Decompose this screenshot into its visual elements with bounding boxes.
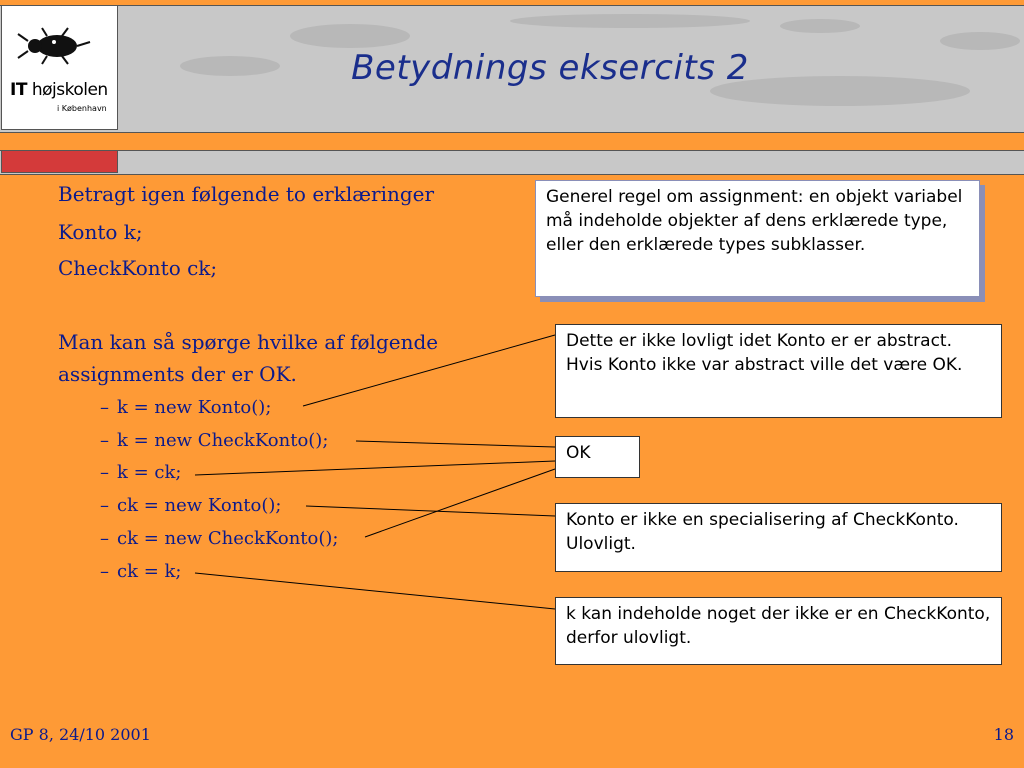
connector-line	[306, 506, 555, 516]
body-line-5: assignments der er OK.	[58, 362, 297, 386]
bullet: –	[100, 495, 109, 516]
body-line-2: Konto k;	[58, 220, 143, 244]
assignment-text: k = new Konto();	[117, 397, 272, 418]
bullet: –	[100, 430, 109, 451]
assignment-text: ck = new Konto();	[117, 495, 282, 516]
connector-line	[303, 335, 555, 406]
body-line-1: Betragt igen følgende to erklæringer	[58, 182, 435, 206]
bullet: –	[100, 561, 109, 582]
abstract-callout: Dette er ikke lovligt idet Konto er er abstract. Hvis Konto ikke var abstract ville det være OK.	[555, 324, 1002, 418]
connector-line	[195, 573, 555, 609]
connector-line	[356, 441, 555, 447]
bullet: –	[100, 528, 109, 549]
bullet: –	[100, 462, 109, 483]
logo-name: IT højskolen	[10, 80, 108, 100]
may-contain-callout: k kan indeholde noget der ikke er en CheckKonto, derfor ulovligt.	[555, 597, 1002, 665]
general-rule-callout: Generel regel om assignment: en objekt variabel må indeholde objekter af dens erklærede type, eller den erklærede types subklasser.	[535, 180, 980, 297]
assignment-text: ck = k;	[117, 561, 182, 582]
page-number: 18	[993, 725, 1014, 744]
ok-callout: OK	[555, 436, 640, 478]
body-line-3: CheckKonto ck;	[58, 256, 218, 280]
connector-line	[365, 469, 555, 537]
assignment-text: k = new CheckKonto();	[117, 430, 329, 451]
body-line-4: Man kan så spørge hvilke af følgende	[58, 330, 439, 354]
not-specialization-callout: Konto er ikke en specialisering af CheckKonto. Ulovligt.	[555, 503, 1002, 572]
slide-title: Betydnings eksercits 2	[351, 48, 749, 88]
footer-date: GP 8, 24/10 2001	[10, 725, 151, 744]
assignment-text: ck = new CheckKonto();	[117, 528, 339, 549]
connector-line	[195, 461, 555, 475]
assignment-text: k = ck;	[117, 462, 182, 483]
bullet: –	[100, 397, 109, 418]
logo-subtitle: i København	[57, 104, 107, 113]
